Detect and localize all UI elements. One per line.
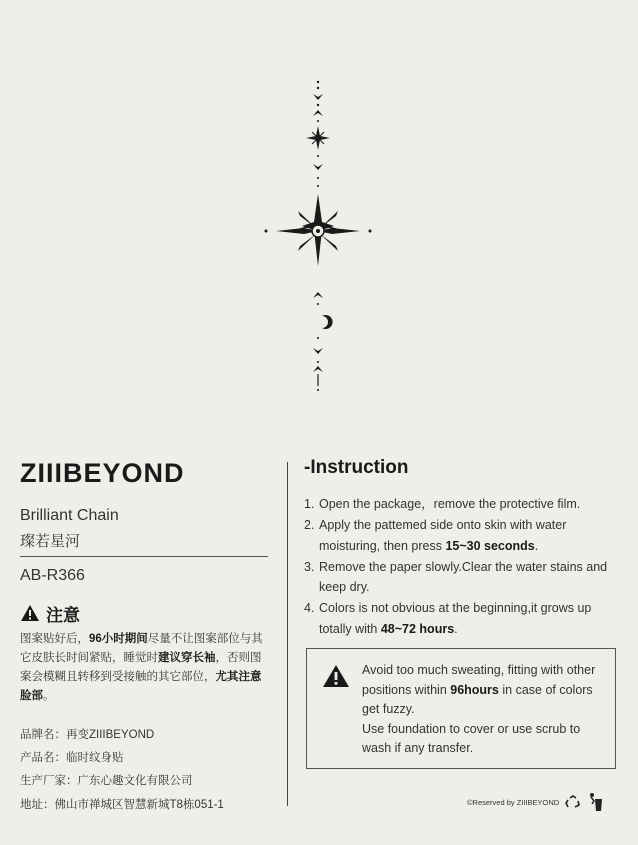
warning-title: 注意 <box>46 605 80 625</box>
instruction-step <box>304 557 626 598</box>
product-code: AB-R366 <box>20 567 85 584</box>
step-text <box>319 494 580 515</box>
warning-text-run: 图案贴好后， <box>20 633 89 645</box>
brand-logo: ZIIIBEYOND <box>20 458 185 488</box>
instruction-step <box>304 598 626 639</box>
step-text <box>319 557 626 598</box>
notice-text-run: Use foundation to cover or use scrub to wash if any transfer. <box>362 721 581 755</box>
step-text-run: . <box>534 538 539 553</box>
step-text-run: 48~72 hours <box>380 621 455 636</box>
notice-text-run: Avoid too much sweating, fitting with other positions within <box>362 663 596 697</box>
warning-icon <box>322 664 350 688</box>
reserved-text: ©Reserved by ZIIIBEYOND <box>467 797 560 807</box>
trash-bin-icon <box>587 792 603 812</box>
info-brand: 品牌名：再变ZIIIBEYOND <box>20 729 155 741</box>
instruction-step <box>304 515 626 556</box>
warning-text <box>20 630 272 706</box>
step-text-run: Open the package，remove the protective film. <box>319 497 581 511</box>
column-divider <box>287 462 288 806</box>
notice-text-run: in case of colors get fuzzy. <box>362 682 593 716</box>
step-text <box>319 598 626 639</box>
info-manufacturer: 生产厂家：广东心趣文化有限公司 <box>20 775 193 787</box>
tattoo-artwork <box>258 76 378 396</box>
step-text-run: Remove the paper slowly.Clear the water stains and keep dry. <box>319 559 608 594</box>
warning-text-run: 96小时期间 <box>89 633 148 645</box>
recycle-icon <box>565 795 581 809</box>
warning-text-run: 尽量不让图案部位与其它皮肤长时间紧贴，睡觉时 <box>20 633 263 664</box>
info-product: 产品名：临时纹身贴 <box>20 752 124 764</box>
notice-text <box>362 661 612 759</box>
product-name-cn: 璨若星河 <box>20 533 81 550</box>
warning-icon <box>20 604 40 622</box>
instruction-title: -Instruction <box>304 457 409 478</box>
warning-text-run: 建议穿长袖 <box>158 652 216 664</box>
step-number: 1. <box>304 497 315 511</box>
notice-text-run: 96hours <box>450 682 499 697</box>
instruction-step <box>304 494 626 515</box>
info-address: 地址：佛山市禅城区智慧新城T8栋051-1 <box>20 799 224 811</box>
warning-text-run: ，否则图案会模糊且转移到受接触的其它部位， <box>20 652 262 683</box>
warning-heading <box>20 602 80 624</box>
warning-text-run: 尤其注意脸部 <box>20 671 262 702</box>
step-text-run: 15~30 seconds <box>445 538 535 553</box>
instruction-steps <box>304 494 626 640</box>
step-number: 3. <box>304 559 315 574</box>
step-text <box>319 515 626 556</box>
step-number: 2. <box>304 518 315 532</box>
footer <box>467 792 603 812</box>
step-text-run: Colors is not obvious at the beginning,it grows up totally with <box>319 601 592 636</box>
step-text-run: . <box>454 621 458 636</box>
product-name-en: Brilliant Chain <box>20 507 119 524</box>
step-number: 4. <box>304 601 315 615</box>
warning-text-run: 。 <box>43 690 55 702</box>
divider <box>20 556 268 557</box>
step-text-run: Apply the pattemed side onto skin with water moisturing, then press <box>319 518 567 553</box>
